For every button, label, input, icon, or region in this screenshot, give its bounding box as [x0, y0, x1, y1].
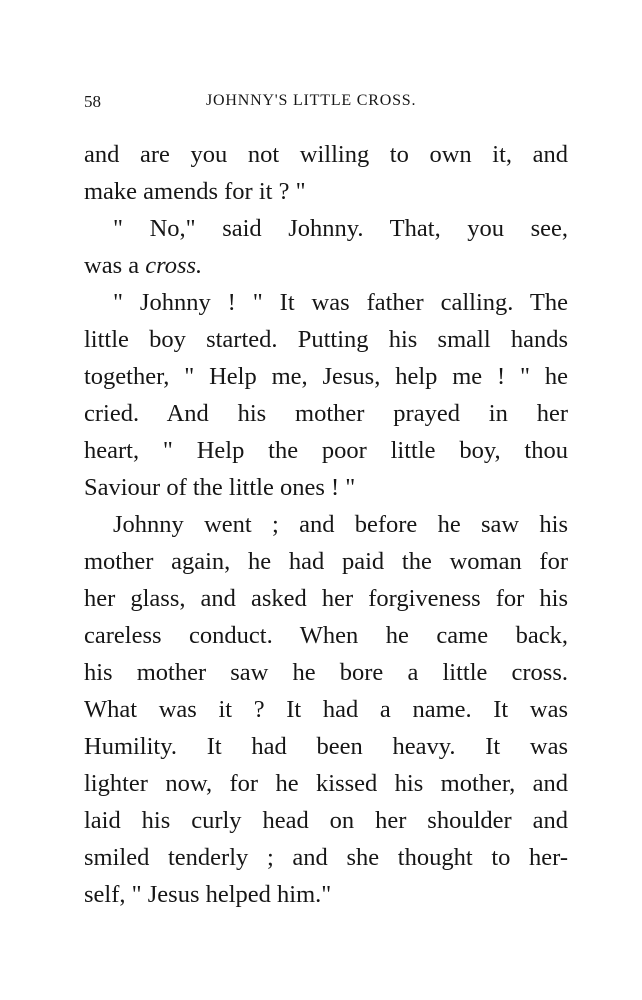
text-line-content: Saviour of the little ones ! " [84, 474, 356, 501]
text-line [84, 654, 568, 691]
text-line-content: " Johnny ! " It was father calling. The [113, 289, 568, 316]
text-line-content: What was it ? It had a name. It was [84, 696, 568, 723]
text-line [84, 765, 568, 802]
text-line-content: heart, " Help the poor little boy, thou [84, 437, 568, 464]
text-line-content: Johnny went ; and before he saw his [113, 511, 568, 538]
text-line [84, 432, 568, 469]
text-line-content: together, " Help me, Jesus, help me ! " he [84, 363, 568, 390]
text-line-content: self, " Jesus helped him." [84, 881, 332, 908]
text-line-content: mother again, he had paid the woman for [84, 548, 568, 575]
text-line [84, 284, 568, 321]
text-line-content: lighter now, for he kissed his mother, and [84, 770, 568, 797]
text-line [84, 839, 568, 876]
text-line-content: smiled tenderly ; and she thought to her- [84, 844, 568, 871]
text-line-content: Humility. It had been heavy. It was [84, 733, 568, 760]
text-line [84, 358, 568, 395]
text-line [84, 321, 568, 358]
text-line [84, 247, 568, 284]
text-line-content: laid his curly head on her shoulder and [84, 807, 568, 834]
text-line-content: was a [84, 252, 146, 279]
text-line [84, 876, 568, 913]
text-line [84, 469, 568, 506]
text-line-content: his mother saw he bore a little cross. [84, 659, 568, 686]
text-line [84, 395, 568, 432]
text-line-content: make amends for it ? " [84, 178, 306, 205]
text-line-italic: cross. [145, 252, 203, 279]
text-line [84, 691, 568, 728]
text-line-content: " No," said Johnny. That, you see, [113, 215, 568, 242]
body-text [84, 136, 568, 913]
text-line [84, 728, 568, 765]
text-line-content: little boy started. Putting his small hands [84, 326, 568, 353]
text-line-content: and are you not willing to own it, and [84, 141, 568, 168]
text-line [84, 617, 568, 654]
running-head [84, 92, 568, 116]
text-line [84, 543, 568, 580]
text-line [84, 580, 568, 617]
text-line-content: careless conduct. When he came back, [84, 622, 568, 649]
text-line [84, 136, 568, 173]
text-line [84, 173, 568, 210]
page-number: 58 [84, 92, 101, 111]
text-line [84, 802, 568, 839]
text-line-content: cried. And his mother prayed in her [84, 400, 568, 427]
text-line [84, 210, 568, 247]
running-title: JOHNNY'S LITTLE CROSS. [206, 92, 417, 109]
text-line [84, 506, 568, 543]
text-line-content: her glass, and asked her forgiveness for his [84, 585, 568, 612]
